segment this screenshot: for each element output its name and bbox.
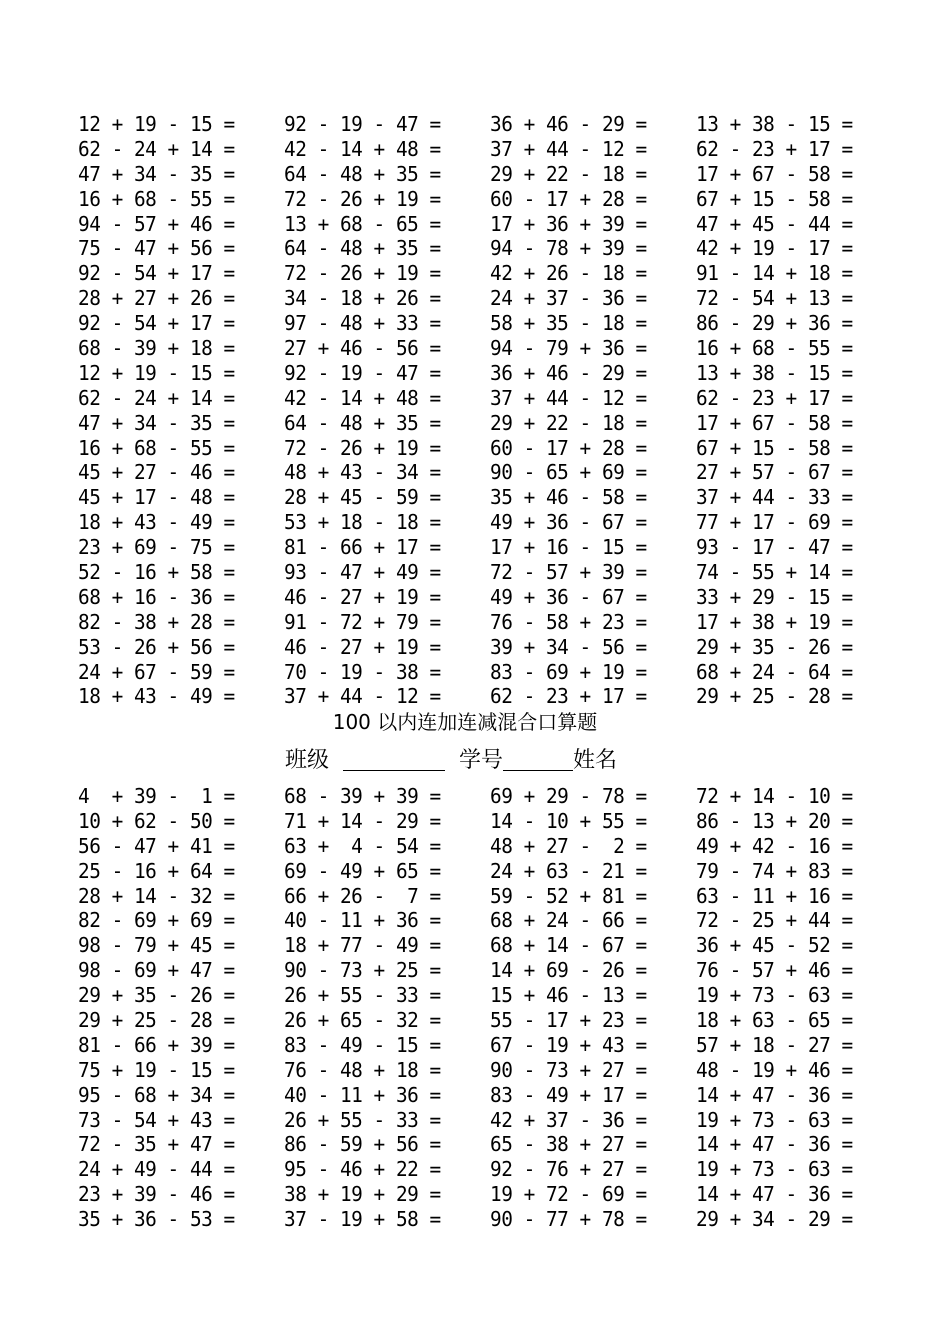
arithmetic-problem: 18 + 43 - 49 = xyxy=(78,684,235,709)
arithmetic-problem: 68 + 14 - 67 = xyxy=(490,933,647,958)
arithmetic-problem: 26 + 65 - 32 = xyxy=(284,1008,441,1033)
arithmetic-problem: 86 - 59 + 56 = xyxy=(284,1132,441,1157)
arithmetic-problem: 48 + 43 - 34 = xyxy=(284,460,441,485)
arithmetic-problem: 92 - 19 - 47 = xyxy=(284,112,441,136)
problem-row xyxy=(0,560,950,585)
arithmetic-problem: 18 + 77 - 49 = xyxy=(284,933,441,958)
arithmetic-problem: 60 - 17 + 28 = xyxy=(490,186,647,211)
arithmetic-problem: 91 - 72 + 79 = xyxy=(284,609,441,634)
arithmetic-problem: 37 + 44 - 12 = xyxy=(490,385,647,410)
arithmetic-problem: 94 - 57 + 46 = xyxy=(78,211,235,236)
arithmetic-problem: 36 + 46 - 29 = xyxy=(490,112,647,136)
arithmetic-problem: 94 - 79 + 36 = xyxy=(490,336,647,361)
problem-row xyxy=(0,162,950,187)
arithmetic-problem: 15 + 46 - 13 = xyxy=(490,983,647,1008)
student-id-blank[interactable] xyxy=(503,746,573,771)
arithmetic-problem: 68 - 39 + 39 = xyxy=(284,784,441,808)
arithmetic-problem: 72 - 54 + 13 = xyxy=(696,286,853,311)
problem-row xyxy=(0,436,950,461)
arithmetic-problem: 75 + 19 - 15 = xyxy=(78,1057,235,1082)
arithmetic-problem: 93 - 47 + 49 = xyxy=(284,560,441,585)
problem-row xyxy=(0,834,950,859)
arithmetic-problem: 48 - 19 + 46 = xyxy=(696,1057,853,1082)
arithmetic-problem: 37 + 44 - 12 = xyxy=(490,136,647,161)
problem-row xyxy=(0,884,950,909)
arithmetic-problem: 63 + 4 - 54 = xyxy=(284,833,441,858)
arithmetic-problem: 77 + 17 - 69 = xyxy=(696,510,853,535)
arithmetic-problem: 49 + 42 - 16 = xyxy=(696,833,853,858)
arithmetic-problem: 40 - 11 + 36 = xyxy=(284,908,441,933)
arithmetic-problem: 35 + 46 - 58 = xyxy=(490,485,647,510)
arithmetic-problem: 73 - 54 + 43 = xyxy=(78,1107,235,1132)
arithmetic-problem: 13 + 38 - 15 = xyxy=(696,112,853,136)
arithmetic-problem: 92 - 76 + 27 = xyxy=(490,1157,647,1182)
arithmetic-problem: 38 + 19 + 29 = xyxy=(284,1182,441,1207)
worksheet-title: 100 以内连加连减混合口算题 xyxy=(332,710,598,734)
arithmetic-problem: 92 - 54 + 17 = xyxy=(78,311,235,336)
arithmetic-problem: 67 + 15 - 58 = xyxy=(696,435,853,460)
arithmetic-problem: 17 + 38 + 19 = xyxy=(696,609,853,634)
arithmetic-problem: 14 + 69 - 26 = xyxy=(490,958,647,983)
arithmetic-problem: 29 + 25 - 28 = xyxy=(78,1008,235,1033)
problem-grid-top xyxy=(0,112,950,709)
arithmetic-problem: 62 - 23 + 17 = xyxy=(490,684,647,709)
problem-row xyxy=(0,958,950,983)
arithmetic-problem: 29 + 25 - 28 = xyxy=(696,684,853,709)
problem-row xyxy=(0,311,950,336)
arithmetic-problem: 16 + 68 - 55 = xyxy=(78,186,235,211)
arithmetic-problem: 28 + 45 - 59 = xyxy=(284,485,441,510)
arithmetic-problem: 92 - 54 + 17 = xyxy=(78,261,235,286)
problem-row xyxy=(0,187,950,212)
arithmetic-problem: 19 + 73 - 63 = xyxy=(696,1157,853,1182)
arithmetic-problem: 29 + 22 - 18 = xyxy=(490,161,647,186)
arithmetic-problem: 60 - 17 + 28 = xyxy=(490,435,647,460)
arithmetic-problem: 53 + 18 - 18 = xyxy=(284,510,441,535)
arithmetic-problem: 47 + 45 - 44 = xyxy=(696,211,853,236)
arithmetic-problem: 16 + 68 - 55 = xyxy=(78,435,235,460)
problem-row xyxy=(0,610,950,635)
arithmetic-problem: 13 + 68 - 65 = xyxy=(284,211,441,236)
problem-row xyxy=(0,809,950,834)
arithmetic-problem: 72 - 35 + 47 = xyxy=(78,1132,235,1157)
arithmetic-problem: 62 - 23 + 17 = xyxy=(696,136,853,161)
arithmetic-problem: 14 + 47 - 36 = xyxy=(696,1132,853,1157)
arithmetic-problem: 36 + 46 - 29 = xyxy=(490,360,647,385)
arithmetic-problem: 72 - 25 + 44 = xyxy=(696,908,853,933)
arithmetic-problem: 62 - 24 + 14 = xyxy=(78,385,235,410)
problem-row xyxy=(0,286,950,311)
arithmetic-problem: 24 + 63 - 21 = xyxy=(490,858,647,883)
arithmetic-problem: 62 - 23 + 17 = xyxy=(696,385,853,410)
arithmetic-problem: 55 - 17 + 23 = xyxy=(490,1008,647,1033)
arithmetic-problem: 17 + 67 - 58 = xyxy=(696,161,853,186)
arithmetic-problem: 26 + 55 - 33 = xyxy=(284,1107,441,1132)
arithmetic-problem: 66 + 26 - 7 = xyxy=(284,883,441,908)
arithmetic-problem: 46 - 27 + 19 = xyxy=(284,634,441,659)
arithmetic-problem: 33 + 29 - 15 = xyxy=(696,584,853,609)
arithmetic-problem: 67 + 15 - 58 = xyxy=(696,186,853,211)
arithmetic-problem: 91 - 14 + 18 = xyxy=(696,261,853,286)
problem-row xyxy=(0,411,950,436)
arithmetic-problem: 94 - 78 + 39 = xyxy=(490,236,647,261)
arithmetic-problem: 52 - 16 + 58 = xyxy=(78,560,235,585)
problem-row xyxy=(0,908,950,933)
arithmetic-problem: 98 - 69 + 47 = xyxy=(78,958,235,983)
arithmetic-problem: 64 - 48 + 35 = xyxy=(284,161,441,186)
arithmetic-problem: 29 + 35 - 26 = xyxy=(696,634,853,659)
arithmetic-problem: 76 - 48 + 18 = xyxy=(284,1057,441,1082)
arithmetic-problem: 83 - 49 + 17 = xyxy=(490,1082,647,1107)
arithmetic-problem: 47 + 34 - 35 = xyxy=(78,410,235,435)
arithmetic-problem: 17 + 67 - 58 = xyxy=(696,410,853,435)
arithmetic-problem: 16 + 68 - 55 = xyxy=(696,336,853,361)
arithmetic-problem: 81 - 66 + 39 = xyxy=(78,1032,235,1057)
arithmetic-problem: 28 + 27 + 26 = xyxy=(78,286,235,311)
arithmetic-problem: 92 - 19 - 47 = xyxy=(284,360,441,385)
arithmetic-problem: 69 - 49 + 65 = xyxy=(284,858,441,883)
arithmetic-problem: 90 - 77 + 78 = xyxy=(490,1207,647,1232)
arithmetic-problem: 72 - 57 + 39 = xyxy=(490,560,647,585)
problem-row xyxy=(0,1157,950,1182)
arithmetic-problem: 58 + 35 - 18 = xyxy=(490,311,647,336)
arithmetic-problem: 24 + 67 - 59 = xyxy=(78,659,235,684)
arithmetic-problem: 95 - 46 + 22 = xyxy=(284,1157,441,1182)
arithmetic-problem: 90 - 65 + 69 = xyxy=(490,460,647,485)
arithmetic-problem: 48 + 27 - 2 = xyxy=(490,833,647,858)
student-name-label: 姓名 xyxy=(573,748,618,773)
arithmetic-problem: 23 + 39 - 46 = xyxy=(78,1182,235,1207)
arithmetic-problem: 14 + 47 - 36 = xyxy=(696,1182,853,1207)
arithmetic-problem: 68 + 24 - 66 = xyxy=(490,908,647,933)
arithmetic-problem: 82 - 69 + 69 = xyxy=(78,908,235,933)
arithmetic-problem: 14 + 47 - 36 = xyxy=(696,1082,853,1107)
arithmetic-problem: 86 - 13 + 20 = xyxy=(696,808,853,833)
arithmetic-problem: 64 - 48 + 35 = xyxy=(284,410,441,435)
problem-row xyxy=(0,485,950,510)
problem-row xyxy=(0,585,950,610)
arithmetic-problem: 42 + 19 - 17 = xyxy=(696,236,853,261)
arithmetic-problem: 14 - 10 + 55 = xyxy=(490,808,647,833)
arithmetic-problem: 67 - 19 + 43 = xyxy=(490,1032,647,1057)
problem-row xyxy=(0,1108,950,1133)
arithmetic-problem: 36 + 45 - 52 = xyxy=(696,933,853,958)
arithmetic-problem: 97 - 48 + 33 = xyxy=(284,311,441,336)
problem-row xyxy=(0,1207,950,1232)
arithmetic-problem: 65 - 38 + 27 = xyxy=(490,1132,647,1157)
arithmetic-problem: 93 - 17 - 47 = xyxy=(696,535,853,560)
arithmetic-problem: 47 + 34 - 35 = xyxy=(78,161,235,186)
problem-row xyxy=(0,460,950,485)
arithmetic-problem: 75 - 47 + 56 = xyxy=(78,236,235,261)
problem-row xyxy=(0,510,950,535)
problem-row xyxy=(0,635,950,660)
arithmetic-problem: 29 + 22 - 18 = xyxy=(490,410,647,435)
arithmetic-problem: 72 + 14 - 10 = xyxy=(696,784,853,808)
arithmetic-problem: 40 - 11 + 36 = xyxy=(284,1082,441,1107)
arithmetic-problem: 72 - 26 + 19 = xyxy=(284,261,441,286)
arithmetic-problem: 27 + 57 - 67 = xyxy=(696,460,853,485)
arithmetic-problem: 26 + 55 - 33 = xyxy=(284,983,441,1008)
arithmetic-problem: 81 - 66 + 17 = xyxy=(284,535,441,560)
arithmetic-problem: 76 - 58 + 23 = xyxy=(490,609,647,634)
arithmetic-problem: 49 + 36 - 67 = xyxy=(490,510,647,535)
problem-row xyxy=(0,1033,950,1058)
problem-row xyxy=(0,535,950,560)
arithmetic-problem: 35 + 36 - 53 = xyxy=(78,1207,235,1232)
student-id-label: 学号 xyxy=(459,748,504,773)
arithmetic-problem: 68 + 24 - 64 = xyxy=(696,659,853,684)
arithmetic-problem: 82 - 38 + 28 = xyxy=(78,609,235,634)
arithmetic-problem: 39 + 34 - 56 = xyxy=(490,634,647,659)
arithmetic-problem: 69 + 29 - 78 = xyxy=(490,784,647,808)
problem-row xyxy=(0,361,950,386)
arithmetic-problem: 45 + 27 - 46 = xyxy=(78,460,235,485)
arithmetic-problem: 19 + 73 - 63 = xyxy=(696,1107,853,1132)
class-label: 班级 xyxy=(285,748,330,773)
arithmetic-problem: 24 + 37 - 36 = xyxy=(490,286,647,311)
arithmetic-problem: 68 - 39 + 18 = xyxy=(78,336,235,361)
problem-row xyxy=(0,112,950,137)
arithmetic-problem: 19 + 72 - 69 = xyxy=(490,1182,647,1207)
arithmetic-problem: 62 - 24 + 14 = xyxy=(78,136,235,161)
problem-row xyxy=(0,684,950,709)
arithmetic-problem: 70 - 19 - 38 = xyxy=(284,659,441,684)
arithmetic-problem: 57 + 18 - 27 = xyxy=(696,1032,853,1057)
arithmetic-problem: 45 + 17 - 48 = xyxy=(78,485,235,510)
arithmetic-problem: 12 + 19 - 15 = xyxy=(78,112,235,136)
arithmetic-problem: 37 + 44 - 33 = xyxy=(696,485,853,510)
arithmetic-problem: 13 + 38 - 15 = xyxy=(696,360,853,385)
arithmetic-problem: 74 - 55 + 14 = xyxy=(696,560,853,585)
arithmetic-problem: 90 - 73 + 25 = xyxy=(284,958,441,983)
arithmetic-problem: 86 - 29 + 36 = xyxy=(696,311,853,336)
arithmetic-problem: 53 - 26 + 56 = xyxy=(78,634,235,659)
arithmetic-problem: 63 - 11 + 16 = xyxy=(696,883,853,908)
arithmetic-problem: 18 + 63 - 65 = xyxy=(696,1008,853,1033)
arithmetic-problem: 79 - 74 + 83 = xyxy=(696,858,853,883)
arithmetic-problem: 17 + 16 - 15 = xyxy=(490,535,647,560)
arithmetic-problem: 68 + 16 - 36 = xyxy=(78,584,235,609)
arithmetic-problem: 12 + 19 - 15 = xyxy=(78,360,235,385)
arithmetic-problem: 25 - 16 + 64 = xyxy=(78,858,235,883)
problem-row xyxy=(0,236,950,261)
arithmetic-problem: 83 - 49 - 15 = xyxy=(284,1032,441,1057)
arithmetic-problem: 46 - 27 + 19 = xyxy=(284,584,441,609)
student-info-line xyxy=(285,744,617,776)
arithmetic-problem: 59 - 52 + 81 = xyxy=(490,883,647,908)
arithmetic-problem: 83 - 69 + 19 = xyxy=(490,659,647,684)
arithmetic-problem: 72 - 26 + 19 = xyxy=(284,186,441,211)
problem-row xyxy=(0,137,950,162)
arithmetic-problem: 29 + 34 - 29 = xyxy=(696,1207,853,1232)
problem-row xyxy=(0,660,950,685)
problem-row xyxy=(0,336,950,361)
problem-row xyxy=(0,1083,950,1108)
problem-row xyxy=(0,933,950,958)
arithmetic-problem: 64 - 48 + 35 = xyxy=(284,236,441,261)
arithmetic-problem: 4 + 39 - 1 = xyxy=(78,784,235,808)
arithmetic-problem: 29 + 35 - 26 = xyxy=(78,983,235,1008)
arithmetic-problem: 72 - 26 + 19 = xyxy=(284,435,441,460)
arithmetic-problem: 71 + 14 - 29 = xyxy=(284,808,441,833)
arithmetic-problem: 24 + 49 - 44 = xyxy=(78,1157,235,1182)
arithmetic-problem: 37 + 44 - 12 = xyxy=(284,684,441,709)
arithmetic-problem: 17 + 36 + 39 = xyxy=(490,211,647,236)
arithmetic-problem: 28 + 14 - 32 = xyxy=(78,883,235,908)
problem-row xyxy=(0,1008,950,1033)
arithmetic-problem: 34 - 18 + 26 = xyxy=(284,286,441,311)
arithmetic-problem: 23 + 69 - 75 = xyxy=(78,535,235,560)
arithmetic-problem: 95 - 68 + 34 = xyxy=(78,1082,235,1107)
class-blank[interactable] xyxy=(343,746,445,771)
arithmetic-problem: 90 - 73 + 27 = xyxy=(490,1057,647,1082)
problem-row xyxy=(0,859,950,884)
problem-row xyxy=(0,983,950,1008)
arithmetic-problem: 98 - 79 + 45 = xyxy=(78,933,235,958)
arithmetic-problem: 49 + 36 - 67 = xyxy=(490,584,647,609)
problem-row xyxy=(0,1132,950,1157)
arithmetic-problem: 42 - 14 + 48 = xyxy=(284,385,441,410)
problem-row xyxy=(0,1058,950,1083)
problem-row xyxy=(0,784,950,809)
arithmetic-problem: 76 - 57 + 46 = xyxy=(696,958,853,983)
problem-grid-bottom xyxy=(0,784,950,1232)
arithmetic-problem: 56 - 47 + 41 = xyxy=(78,833,235,858)
arithmetic-problem: 42 - 14 + 48 = xyxy=(284,136,441,161)
arithmetic-problem: 27 + 46 - 56 = xyxy=(284,336,441,361)
arithmetic-problem: 42 + 26 - 18 = xyxy=(490,261,647,286)
problem-row xyxy=(0,1182,950,1207)
arithmetic-problem: 18 + 43 - 49 = xyxy=(78,510,235,535)
arithmetic-problem: 37 - 19 + 58 = xyxy=(284,1207,441,1232)
problem-row xyxy=(0,212,950,237)
arithmetic-problem: 19 + 73 - 63 = xyxy=(696,983,853,1008)
problem-row xyxy=(0,386,950,411)
arithmetic-problem: 42 + 37 - 36 = xyxy=(490,1107,647,1132)
arithmetic-problem: 10 + 62 - 50 = xyxy=(78,808,235,833)
problem-row xyxy=(0,261,950,286)
